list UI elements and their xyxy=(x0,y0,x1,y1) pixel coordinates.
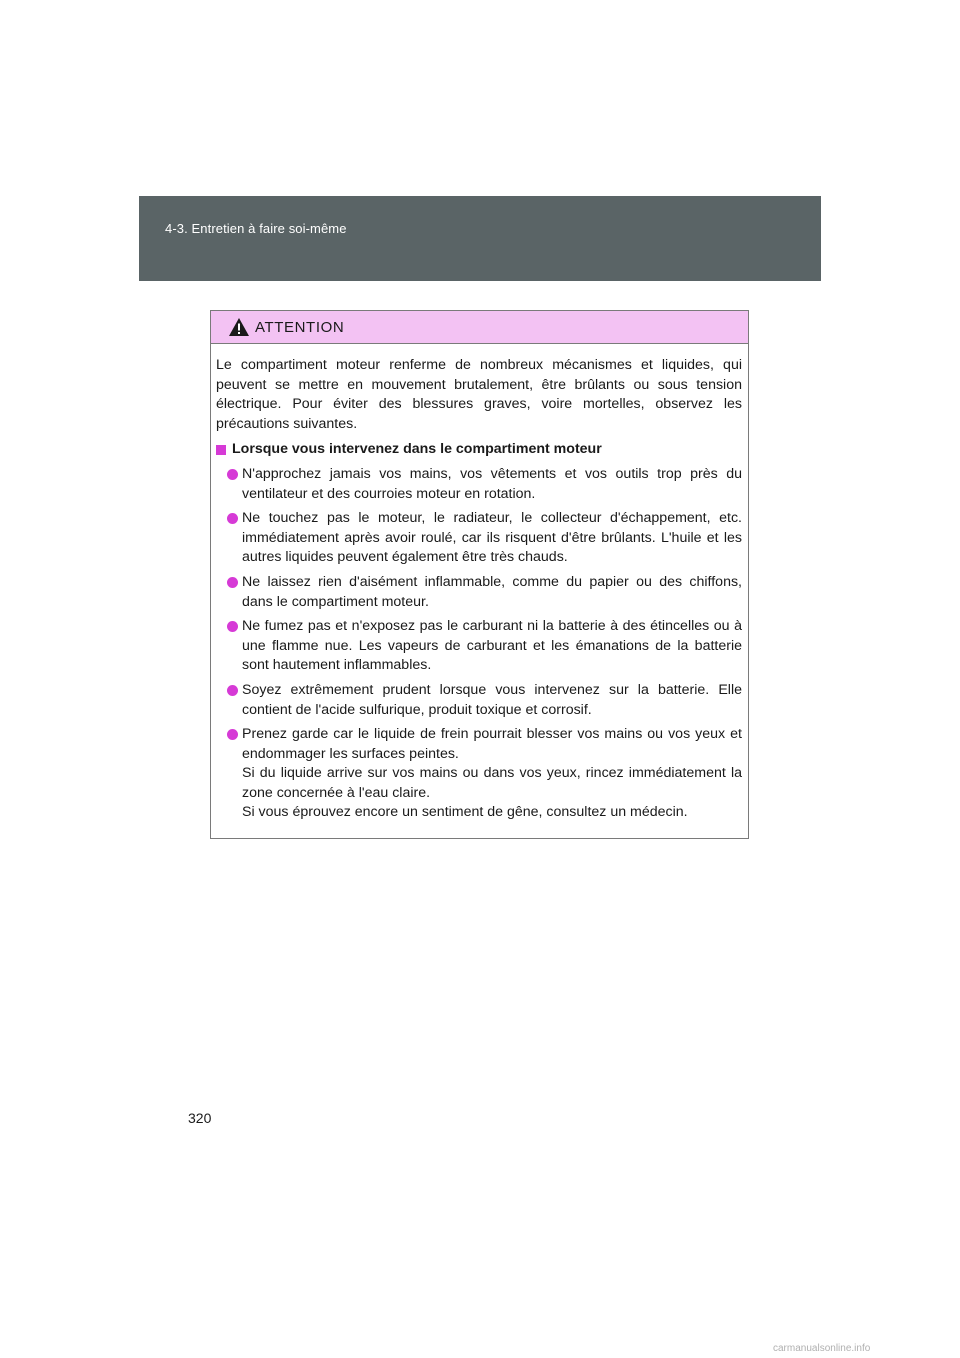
bullet-dot-icon xyxy=(227,729,238,740)
bullet-dot-icon xyxy=(227,513,238,524)
list-item-text: Ne touchez pas le moteur, le radiateur, le collecteur d'échappement, etc. immédiatement après avoir roulé, car ils risquent d'être brûlants. L'huile et les autres liquides peuvent également être très chauds. xyxy=(242,510,742,566)
warning-subhead xyxy=(216,440,742,460)
bullet-dot-icon xyxy=(227,685,238,696)
list-item-text: Soyez extrêmement prudent lorsque vous intervenez sur la batterie. Elle contient de l'acide sulfurique, produit toxique et corrosif. xyxy=(242,681,742,718)
list-item xyxy=(216,725,742,823)
bullet-dot-icon xyxy=(227,621,238,632)
list-item-text: N'approchez jamais vos mains, vos vêtements et vos outils trop près du ventilateur et des courroies moteur en rotation. xyxy=(242,465,742,502)
list-item-text: Ne laissez rien d'aisément inflammable, comme du papier ou des chiffons, dans le compartiment moteur. xyxy=(242,573,742,610)
section-title: 4-3. Entretien à faire soi-même xyxy=(165,221,347,236)
warning-header xyxy=(211,311,748,344)
list-item-subtext: Si du liquide arrive sur vos mains ou dans vos yeux, rincez immédiatement la zone concernée à l'eau claire. xyxy=(242,765,742,801)
warning-box xyxy=(210,310,749,839)
list-item-text: Prenez garde car le liquide de frein pourrait blesser vos mains ou vos yeux et endommager les surfaces peintes. xyxy=(242,726,742,762)
list-item xyxy=(216,465,742,504)
list-item-subtext: Si vous éprouvez encore un sentiment de gêne, consultez un médecin. xyxy=(242,804,688,821)
warning-intro: Le compartiment moteur renferme de nombreux mécanismes et liquides, qui peuvent se mettre en mouvement brutalement, être brûlants ou sous tension électrique. Pour éviter des blessures graves, voire mortelles, observez les précautions suivantes. xyxy=(216,357,742,432)
list-item xyxy=(216,617,742,676)
warning-label: ATTENTION xyxy=(255,319,345,336)
warning-triangle-icon xyxy=(228,317,250,337)
warning-body xyxy=(211,344,748,823)
page-number: 320 xyxy=(188,1110,212,1126)
list-item-text: Ne fumez pas et n'exposez pas le carburant ni la batterie à des étincelles ou à une flamme nue. Les vapeurs de carburant et les émanations de la batterie sont hautement inflammables. xyxy=(242,618,742,674)
list-item xyxy=(216,573,742,612)
bullet-dot-icon xyxy=(227,577,238,588)
square-marker-icon xyxy=(216,445,226,455)
list-item xyxy=(216,681,742,720)
warning-subhead-text: Lorsque vous intervenez dans le compartiment moteur xyxy=(232,441,602,458)
precaution-list xyxy=(216,465,742,823)
watermark: carmanualsonline.info xyxy=(773,1343,871,1354)
list-item xyxy=(216,509,742,568)
bullet-dot-icon xyxy=(227,469,238,480)
header-band xyxy=(139,196,821,281)
